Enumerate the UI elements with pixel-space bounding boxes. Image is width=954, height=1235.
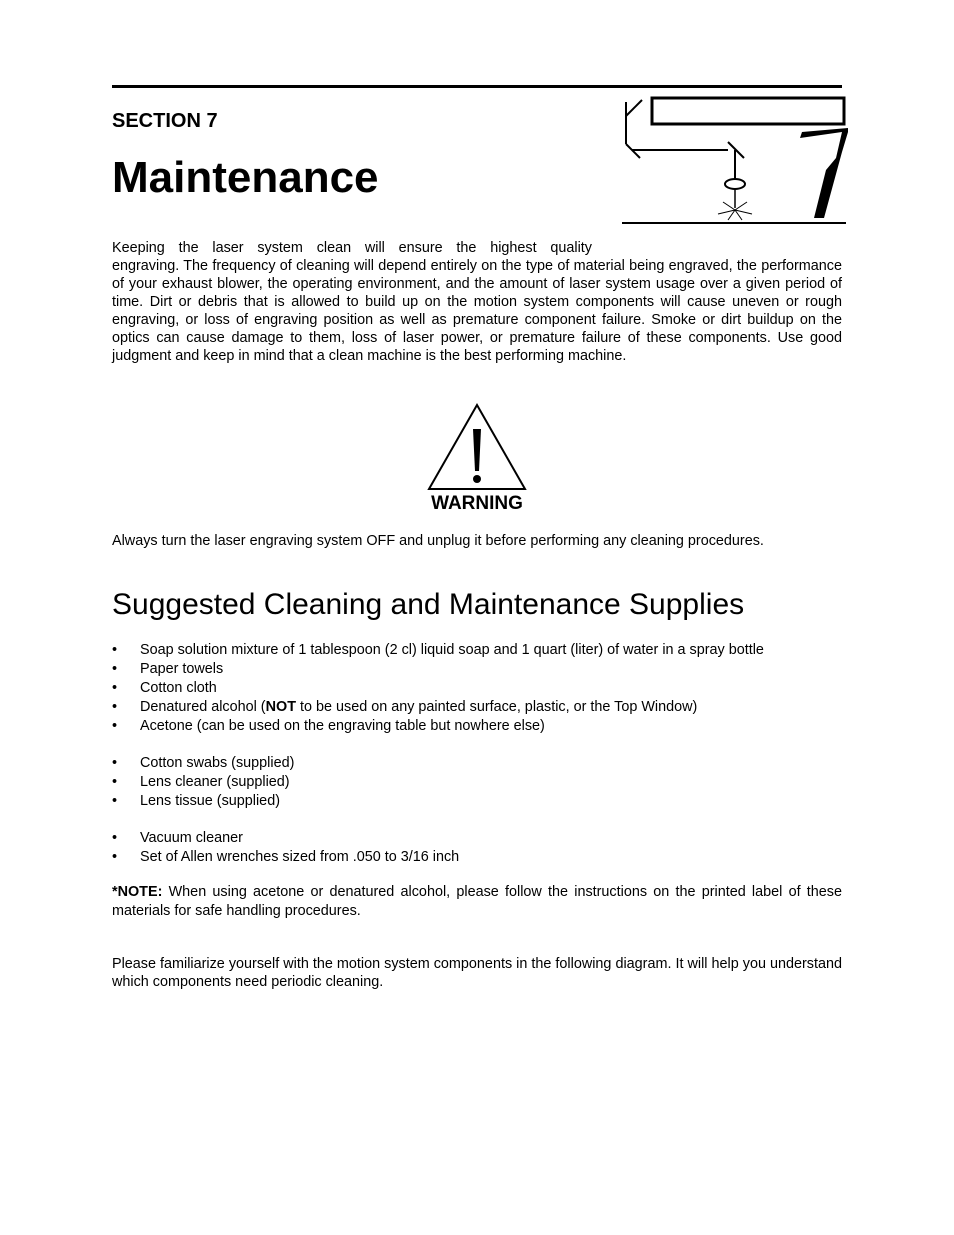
list-item: • Lens tissue (supplied) — [112, 793, 280, 809]
section-7-logo-icon — [618, 92, 850, 228]
list-item: • Lens cleaner (supplied) — [112, 774, 290, 790]
bullet-icon: • — [112, 661, 118, 677]
list-item: • Paper towels — [112, 661, 224, 677]
supplies-list-group-2 — [112, 754, 842, 811]
list-item: • Soap solution mixture of 1 tablespoon (2 cl) liquid soap and 1 quart (liter) of water in a spray bottle — [112, 642, 764, 658]
note-label: *NOTE: — [112, 884, 163, 900]
supplies-list-group-1 — [112, 641, 842, 736]
list-item: • Acetone (can be used on the engraving table but nowhere else) — [112, 718, 545, 734]
bullet-icon: • — [112, 755, 118, 771]
supplies-heading: Suggested Cleaning and Maintenance Supplies — [112, 588, 745, 621]
bullet-icon: • — [112, 849, 118, 865]
intro-paragraph: engraving. The frequency of cleaning will depend entirely on the type of material being engraved, the performance of your exhaust blower, the operating environment, and the amount of laser system usage over a given period of time. Dirt or debris that is allowed to build up on the motion system components will cause uneven or rough engraving, or loss of engraving position as well as premature component failure. Smoke or dirt buildup on the optics can cause damage to them, loss of laser power, or premature failure of these components. Use good judgment and keep in mind that a clean machine is the best performing machine. — [112, 258, 842, 364]
header-rule — [112, 85, 842, 88]
page-title: Maintenance — [112, 153, 379, 202]
warning-text: Always turn the laser engraving system OFF and unplug it before performing any cleaning procedures. — [112, 533, 764, 549]
list-item: • Set of Allen wrenches sized from .050 to 3/16 inch — [112, 849, 460, 865]
note-text: When using acetone or denatured alcohol, please follow the instructions on the printed label of these materials for safe handling procedures. — [112, 884, 842, 919]
list-item: • Cotton swabs (supplied) — [112, 755, 295, 771]
bullet-icon: • — [112, 718, 118, 734]
bullet-icon: • — [112, 774, 118, 790]
bullet-icon: • — [112, 680, 118, 696]
bullet-icon: • — [112, 699, 118, 715]
bullet-icon: • — [112, 793, 118, 809]
supplies-list-group-3 — [112, 829, 842, 867]
section-label: SECTION 7 — [112, 110, 218, 132]
warning-label: WARNING — [431, 493, 523, 513]
warning-triangle-icon — [425, 403, 529, 513]
list-item: • Denatured alcohol (NOT to be used on any painted surface, plastic, or the Top Window) — [112, 699, 698, 715]
bullet-icon: • — [112, 642, 118, 658]
not-emphasis: NOT — [265, 699, 296, 715]
bullet-icon: • — [112, 830, 118, 846]
intro-paragraph-first-line: Keeping the laser system clean will ensure the highest quality — [112, 240, 592, 256]
list-item: • Cotton cloth — [112, 680, 217, 696]
closing-paragraph: Please familiarize yourself with the motion system components in the following diagram. It will help you understand which components need periodic cleaning. — [112, 956, 842, 990]
note-paragraph — [112, 883, 842, 921]
list-item: • Vacuum cleaner — [112, 830, 243, 846]
